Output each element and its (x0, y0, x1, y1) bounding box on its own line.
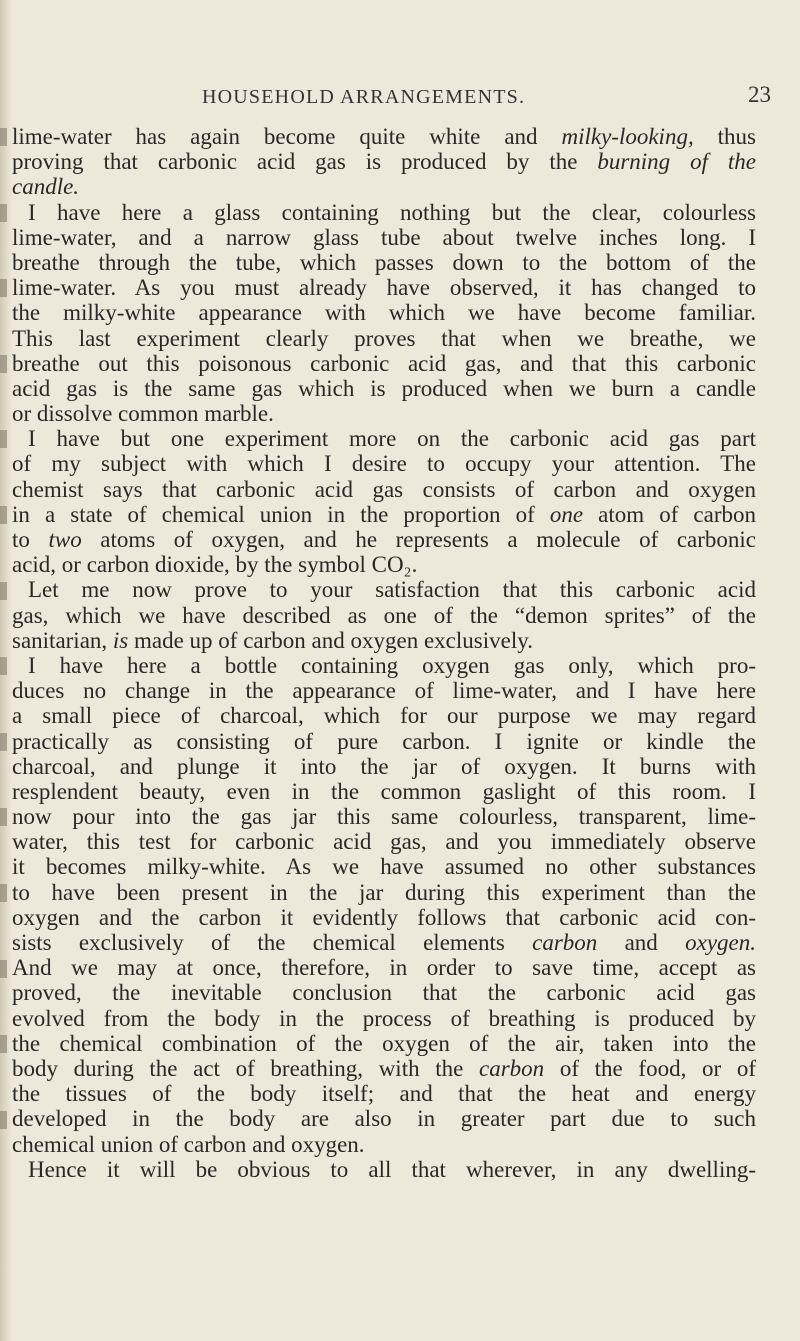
binding-shadow-mark (0, 430, 7, 448)
text-line: Hence it will be obvious to all that wherever, in any dwelling- (28, 1156, 756, 1182)
text-line: the chemical combination of the oxygen of the air, taken into the (12, 1030, 756, 1056)
text-line: a small piece of charcoal, which for our purpose we may regard (12, 703, 756, 729)
text-line: And we may at once, therefore, in order to save time, accept as (12, 955, 756, 981)
page-binding-edge (0, 0, 12, 1341)
running-head (0, 80, 800, 116)
text-line: I have but one experiment more on the carbonic acid gas part (28, 426, 756, 452)
text-line: proving that carbonic acid gas is produced by the burning of the (12, 149, 756, 175)
binding-shadow-mark (0, 1035, 7, 1053)
text-line: practically as consisting of pure carbon. I ignite or kindle the (12, 728, 756, 754)
text-line: Let me now prove to your satisfaction that this carbonic acid (28, 577, 756, 603)
text-line: gas, which we have described as one of the “demon sprites” of the (12, 602, 756, 628)
text-line: proved, the inevitable conclusion that the carbonic acid gas (12, 980, 756, 1006)
text-line: lime-water has again become quite white and milky-looking, thus (12, 124, 756, 149)
text-line: duces no change in the appearance of lime-water, and I have here (12, 678, 756, 704)
binding-shadow-mark (0, 279, 7, 297)
binding-shadow-mark (0, 657, 7, 675)
text-line: the tissues of the body itself; and that the heat and energy (12, 1081, 756, 1107)
binding-shadow-mark (0, 506, 7, 524)
text-line: acid gas is the same gas which is produced when we burn a candle (12, 375, 756, 401)
text-line: water, this test for carbonic acid gas, and you immediately observe (12, 829, 756, 855)
binding-shadow-mark (0, 128, 7, 146)
binding-shadow-mark (0, 808, 7, 826)
text-line: lime-water, and a narrow glass tube about twelve inches long. I (12, 224, 756, 250)
binding-shadow-mark (0, 884, 7, 902)
text-line: chemical union of carbon and oxygen. (12, 1131, 365, 1157)
text-line: charcoal, and plunge it into the jar of oxygen. It burns with (12, 753, 756, 779)
text-line: chemist says that carbonic acid gas consists of carbon and oxygen (12, 476, 756, 502)
body-text (12, 124, 756, 1182)
text-line: in a state of chemical union in the proportion of one atom of carbon (12, 501, 757, 527)
text-line: to two atoms of oxygen, and he represents a molecule of carbonic (12, 527, 756, 552)
text-line: sanitarian, is made up of carbon and oxygen exclusively. (12, 627, 533, 653)
text-line: evolved from the body in the process of breathing is produced by (12, 1005, 756, 1031)
text-line: sists exclusively of the chemical elements carbon and oxygen. (12, 930, 756, 955)
text-line: breathe through the tube, which passes down to the bottom of the (12, 249, 756, 275)
binding-shadow-mark (0, 1111, 7, 1129)
text-line: This last experiment clearly proves that when we breathe, we (12, 325, 756, 351)
text-line: developed in the body are also in greater part due to such (12, 1106, 756, 1132)
running-head-title: HOUSEHOLD ARRANGEMENTS. (202, 86, 526, 108)
binding-shadow-mark (0, 355, 7, 373)
page-number: 23 (748, 82, 771, 107)
text-line: or dissolve common marble. (12, 401, 274, 427)
binding-shadow-mark (0, 960, 7, 978)
text-line: candle. (12, 174, 80, 200)
text-line: acid, or carbon dioxide, by the symbol CO₂. (12, 552, 418, 578)
text-line: it becomes milky-white. As we have assumed no other substances (12, 854, 756, 880)
binding-shadow-mark (0, 204, 7, 222)
text-line: resplendent beauty, even in the common gaslight of this room. I (12, 778, 756, 804)
text-line: lime-water. As you must already have observed, it has changed to (12, 275, 756, 301)
binding-shadow-mark (0, 582, 7, 600)
text-line: oxygen and the carbon it evidently follows that carbonic acid con- (12, 904, 756, 930)
text-line: I have here a glass containing nothing but the clear, colourless (28, 199, 756, 225)
text-line: body during the act of breathing, with the carbon of the food, or of (12, 1055, 756, 1081)
text-line: breathe out this poisonous carbonic acid gas, and that this carbonic (12, 350, 756, 376)
text-line: to have been present in the jar during this experiment than the (12, 879, 756, 905)
text-line: now pour into the gas jar this same colourless, transparent, lime- (12, 804, 756, 830)
text-line: of my subject with which I desire to occupy your attention. The (12, 451, 756, 477)
text-line: I have here a bottle containing oxygen gas only, which pro- (28, 652, 756, 678)
binding-shadow-mark (0, 733, 7, 751)
text-line: the milky-white appearance with which we have become familiar. (12, 300, 756, 326)
